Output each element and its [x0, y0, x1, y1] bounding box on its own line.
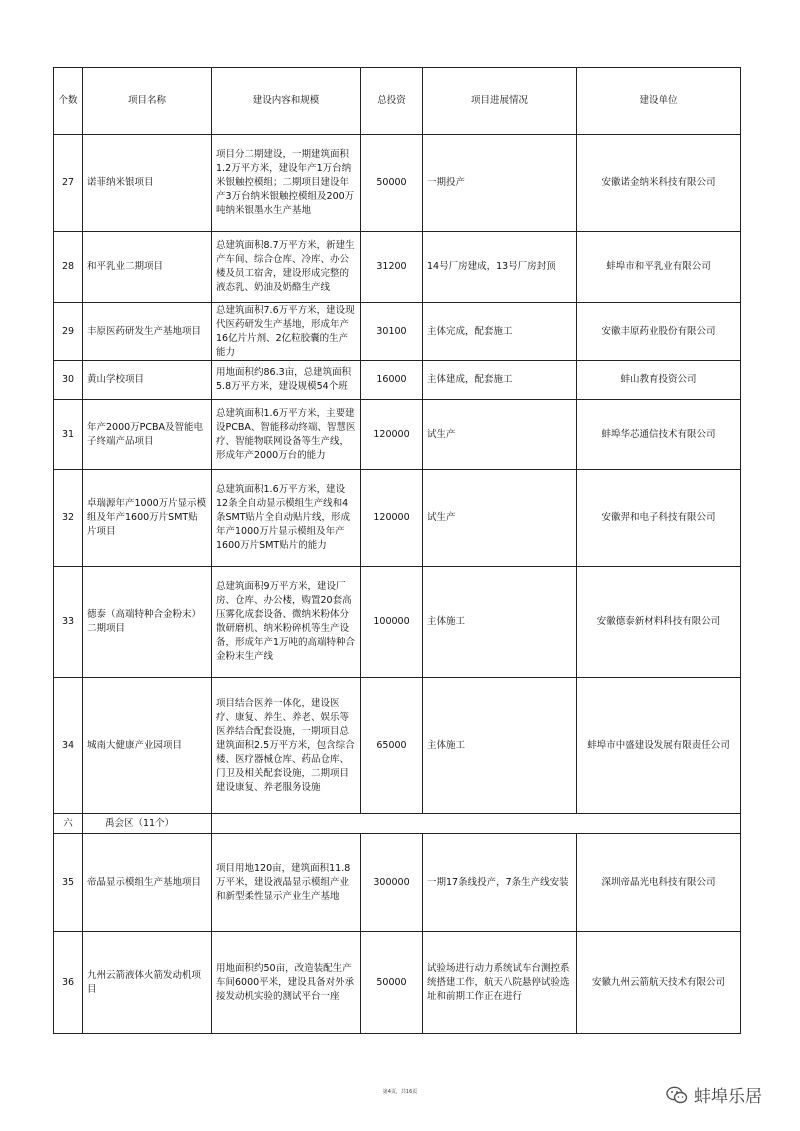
row-progress: 14号厂房建成，13号厂房封顶: [423, 232, 577, 303]
row-progress: 一期17条线投产，7条生产线安装: [423, 834, 577, 932]
row-investment: 16000: [361, 361, 423, 400]
row-investment: 65000: [361, 678, 423, 814]
row-name: 和平乳业二期项目: [83, 232, 212, 303]
table-row: [54, 303, 741, 361]
row-scope: 用地面积约50亩，改造装配生产车间6000平米，建设具备对外承接发动机实验的测试平台一座: [212, 932, 361, 1034]
row-progress: 试验场进行动力系统试车台测控系统搭建工作，航天八院悬停试验选址和前期工作正在进行: [423, 932, 577, 1034]
row-index: 32: [54, 470, 83, 567]
row-name: 卓瑞源年产1000万片显示模组及年产1600万片SMT贴片项目: [83, 470, 212, 567]
section-label: 禹会区（11个）: [83, 814, 212, 834]
row-name: 黄山学校项目: [83, 361, 212, 400]
row-progress: 试生产: [423, 400, 577, 470]
row-investment: 120000: [361, 470, 423, 567]
row-progress: 主体完成，配套施工: [423, 303, 577, 361]
row-org: 蚌埠市中盛建设发展有限责任公司: [577, 678, 741, 814]
row-index: 28: [54, 232, 83, 303]
row-investment: 50000: [361, 932, 423, 1034]
row-scope: 总建筑面积8.7万平方米，新建生产车间、综合仓库、冷库、办公楼及员工宿舍，建设形成完整的液态乳、奶油及奶酪生产线: [212, 232, 361, 303]
row-org: 蚌埠市和平乳业有限公司: [577, 232, 741, 303]
row-org: 深圳帝晶光电科技有限公司: [577, 834, 741, 932]
header-org: 建设单位: [577, 68, 741, 135]
table-row: [54, 361, 741, 400]
row-progress: 主体施工: [423, 678, 577, 814]
header-scope: 建设内容和规模: [212, 68, 361, 135]
page-number: 第4页，共16页: [382, 1089, 418, 1095]
row-index: 29: [54, 303, 83, 361]
row-org: 蚌埠华芯通信技术有限公司: [577, 400, 741, 470]
section-empty: [423, 814, 577, 834]
row-investment: 50000: [361, 135, 423, 232]
table-row: [54, 135, 741, 232]
row-index: 33: [54, 567, 83, 678]
section-empty: [577, 814, 741, 834]
row-index: 27: [54, 135, 83, 232]
table-row: [54, 470, 741, 567]
row-investment: 100000: [361, 567, 423, 678]
table-row: [54, 400, 741, 470]
row-scope: 用地面积约86.3亩，总建筑面积5.8万平方米，建设规模54个班: [212, 361, 361, 400]
row-org: 安徽羿和电子科技有限公司: [577, 470, 741, 567]
row-scope: 项目用地120亩，建筑面积11.8万平米，建设液晶显示模组产业和新型柔性显示产业生产基地: [212, 834, 361, 932]
row-name: 德泰（高端特种合金粉末）二期项目: [83, 567, 212, 678]
watermark-text: 蚌埠乐居: [694, 1087, 762, 1107]
wechat-icon: [666, 1086, 688, 1104]
row-org: 安徽丰原药业股份有限公司: [577, 303, 741, 361]
row-progress: 试生产: [423, 470, 577, 567]
table-row: [54, 567, 741, 678]
row-org: 安徽德泰新材料科技有限公司: [577, 567, 741, 678]
table-row: [54, 932, 741, 1034]
row-scope: 项目结合医养一体化，建设医疗、康复、养生、养老、娱乐等医养结合配套设施，一期项目总建筑面积2.5万平方米，包含综合楼、医疗器械仓库、药品仓库、门卫及相关配套设施，二期项目建设康复、养老服务设施: [212, 678, 361, 814]
header-investment: 总投资: [361, 68, 423, 135]
row-scope: 总建筑面积9万平方米，建设厂房、仓库、办公楼，购置20套高压雾化成套设备、微纳米粉体分散研磨机、纳米粉碎机等生产设备，形成年产1万吨的高端特种合金粉末生产线: [212, 567, 361, 678]
watermark: [666, 1082, 762, 1107]
row-name: 丰原医药研发生产基地项目: [83, 303, 212, 361]
row-org: 蚌山教育投资公司: [577, 361, 741, 400]
row-progress: 主体建成，配套施工: [423, 361, 577, 400]
row-progress: 一期投产: [423, 135, 577, 232]
row-scope: 总建筑面积1.6万平方米，建设12条全自动显示模组生产线和4条SMT贴片全自动贴片线，形成年产1000万片显示模组及年产1600万片SMT贴片的能力: [212, 470, 361, 567]
project-table: [53, 67, 741, 1034]
row-scope: 总建筑面积7.6万平方米，建设现代医药研发生产基地，形成年产16亿片片剂、2亿粒胶囊的生产能力: [212, 303, 361, 361]
section-empty: [212, 814, 361, 834]
section-empty: [361, 814, 423, 834]
header-row: [54, 68, 741, 135]
row-scope: 项目分二期建设，一期建筑面积1.2万平方米，建设年产1万台纳米银触控模组；二期项目建设年产3万台纳米银触控模组及200万吨纳米银墨水生产基地: [212, 135, 361, 232]
row-investment: 31200: [361, 232, 423, 303]
row-index: 36: [54, 932, 83, 1034]
table-row: [54, 678, 741, 814]
row-index: 35: [54, 834, 83, 932]
row-name: 九州云箭液体火箭发动机项目: [83, 932, 212, 1034]
table-row: [54, 232, 741, 303]
row-index: 31: [54, 400, 83, 470]
section-row: [54, 814, 741, 834]
section-index: 六: [54, 814, 83, 834]
header-name: 项目名称: [83, 68, 212, 135]
row-investment: 120000: [361, 400, 423, 470]
row-name: 年产2000万PCBA及智能电子终端产品项目: [83, 400, 212, 470]
table-row: [54, 834, 741, 932]
header-index: 个数: [54, 68, 83, 135]
row-investment: 300000: [361, 834, 423, 932]
row-org: 安徽诺金纳米科技有限公司: [577, 135, 741, 232]
header-progress: 项目进展情况: [423, 68, 577, 135]
row-index: 34: [54, 678, 83, 814]
row-scope: 总建筑面积1.6万平方米，主要建设PCBA、智能移动终端、智慧医疗、智能物联网设备等生产线，形成年产2000万台的能力: [212, 400, 361, 470]
row-progress: 主体施工: [423, 567, 577, 678]
row-name: 诺菲纳米银项目: [83, 135, 212, 232]
row-investment: 30100: [361, 303, 423, 361]
row-index: 30: [54, 361, 83, 400]
row-org: 安徽九州云箭航天技术有限公司: [577, 932, 741, 1034]
row-name: 帝晶显示模组生产基地项目: [83, 834, 212, 932]
row-name: 城南大健康产业园项目: [83, 678, 212, 814]
